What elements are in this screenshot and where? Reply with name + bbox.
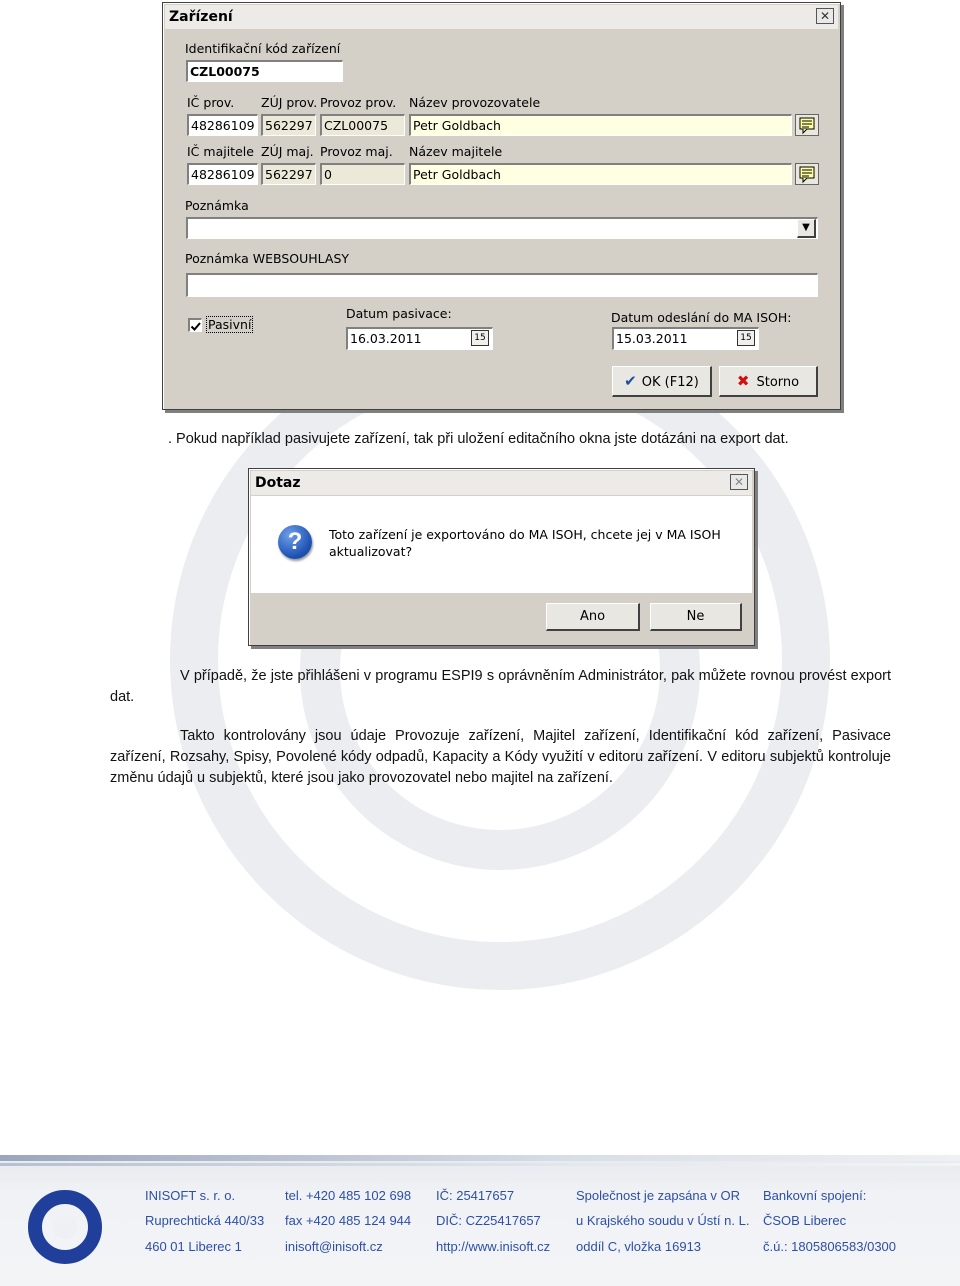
footer-tel: tel. +420 485 102 698 xyxy=(285,1188,412,1203)
label-nazev-provozovatele: Název provozovatele xyxy=(409,95,541,110)
footer-register-1: Společnost je zapsána v OR xyxy=(576,1188,741,1203)
paragraph-checks: Takto kontrolovány jsou údaje Provozuje zařízení, Majitel zařízení, Identifikační kód zařízení, Pasivace zařízení, Rozsahy, Spisy, Povolené kódy odpadů, Kapacity a Kódy využití v editoru zařízení. V editoru subjektů kontroluje změnu údajů u subjektů, které jsou jako provozovatel nebo majitel na zařízení. xyxy=(110,728,891,786)
cross-icon: ✖ xyxy=(736,372,750,390)
question-icon: ? xyxy=(278,525,312,559)
zuj-prov-field: 562297 xyxy=(261,114,316,136)
ic-majitele-field[interactable]: 48286109 xyxy=(187,163,258,185)
zarizeni-titlebar xyxy=(165,5,838,29)
label-provoz-maj: Provoz maj. xyxy=(320,144,393,159)
datum-pasivace-field[interactable]: 16.03.2011 xyxy=(346,327,493,350)
footer-web[interactable]: http://www.inisoft.cz xyxy=(436,1239,551,1254)
checkmark-icon xyxy=(190,321,202,333)
footer-stripe xyxy=(0,1163,960,1166)
dotaz-titlebar xyxy=(251,471,752,495)
label-provoz-prov: Provoz prov. xyxy=(320,95,397,110)
label-poznamka-web: Poznámka WEBSOUHLASY xyxy=(185,251,350,266)
footer-ic: IČ: 25417657 xyxy=(436,1188,515,1203)
label-datum-odeslani: Datum odeslání do MA ISOH: xyxy=(611,310,792,325)
dotaz-title: Dotaz xyxy=(255,475,301,491)
watermark-ring-outer xyxy=(170,330,830,990)
pasivni-checkbox[interactable] xyxy=(188,318,202,332)
checkmark-icon: ✔ xyxy=(624,372,637,390)
label-ic-prov: IČ prov. xyxy=(187,95,235,110)
label-pasivni[interactable]: Pasivní xyxy=(208,317,252,332)
ok-button-label: OK (F12) xyxy=(641,375,699,390)
label-poznamka: Poznámka xyxy=(185,198,249,213)
footer-email[interactable]: inisoft@inisoft.cz xyxy=(285,1239,383,1254)
footer-city: 460 01 Liberec 1 xyxy=(145,1239,242,1254)
dotaz-message: Toto zařízení je exportováno do MA ISOH, chcete jej v MA ISOH aktualizovat? xyxy=(329,527,721,559)
storno-button-label: Storno xyxy=(756,375,800,390)
paragraph-admin: V případě, že jste přihlášeni v programu ESPI9 s oprávněním Administrátor, pak můžete rovnou provést export dat. xyxy=(110,668,891,705)
label-nazev-majitele: Název majitele xyxy=(409,144,503,159)
zuj-maj-field: 562297 xyxy=(261,163,316,185)
label-zuj-prov: ZÚJ prov. xyxy=(261,95,318,110)
footer-bank-name: ČSOB Liberec xyxy=(763,1213,847,1228)
datum-odeslani-field[interactable]: 15.03.2011 xyxy=(612,327,759,350)
chevron-down-icon[interactable]: ▼ xyxy=(797,219,816,238)
poznamka-web-field[interactable] xyxy=(186,273,818,297)
ok-button[interactable] xyxy=(612,366,712,397)
note-icon[interactable] xyxy=(795,114,819,136)
ic-prov-field[interactable]: 48286109 xyxy=(187,114,258,136)
label-zuj-maj: ZÚJ maj. xyxy=(261,144,314,159)
nazev-majitele-field[interactable]: Petr Goldbach xyxy=(409,163,792,185)
inisoft-logo xyxy=(26,1188,104,1266)
close-icon[interactable]: ✕ xyxy=(816,8,834,24)
footer-fax: fax +420 485 124 944 xyxy=(285,1213,412,1228)
label-ident-code: Identifikační kód zařízení xyxy=(185,41,341,56)
yes-button[interactable]: Ano xyxy=(546,603,640,631)
note-icon[interactable] xyxy=(795,163,819,185)
footer-bank-label: Bankovní spojení: xyxy=(763,1188,867,1203)
footer-stripe xyxy=(0,1155,960,1161)
calendar-icon[interactable]: 15 xyxy=(471,330,489,346)
footer-bank-account: č.ú.: 1805806583/0300 xyxy=(763,1239,897,1254)
footer-dic: DIČ: CZ25417657 xyxy=(436,1213,541,1228)
nazev-provozovatele-field[interactable]: Petr Goldbach xyxy=(409,114,792,136)
footer-street: Ruprechtická 440/33 xyxy=(145,1213,265,1228)
provoz-prov-field: CZL00075 xyxy=(320,114,405,136)
zarizeni-title: Zařízení xyxy=(169,9,233,25)
no-button[interactable]: Ne xyxy=(650,603,742,631)
caption-line: . Pokud například pasivujete zařízení, tak při uložení editačního okna jste dotázáni na export dat. xyxy=(168,431,789,447)
label-ic-majitele: IČ majitele xyxy=(187,144,254,159)
footer-register-3: oddíl C, vložka 16913 xyxy=(576,1239,702,1254)
footer-register-2: u Krajského soudu v Ústí n. L. xyxy=(576,1213,750,1228)
label-datum-pasivace: Datum pasivace: xyxy=(346,306,452,321)
provoz-maj-field: 0 xyxy=(320,163,405,185)
close-icon[interactable]: ✕ xyxy=(730,474,748,490)
poznamka-combobox[interactable] xyxy=(186,217,818,239)
ident-code-field[interactable]: CZL00075 xyxy=(186,60,343,82)
storno-button[interactable] xyxy=(719,366,818,397)
footer-company: INISOFT s. r. o. xyxy=(145,1188,236,1203)
calendar-icon[interactable]: 15 xyxy=(737,330,755,346)
